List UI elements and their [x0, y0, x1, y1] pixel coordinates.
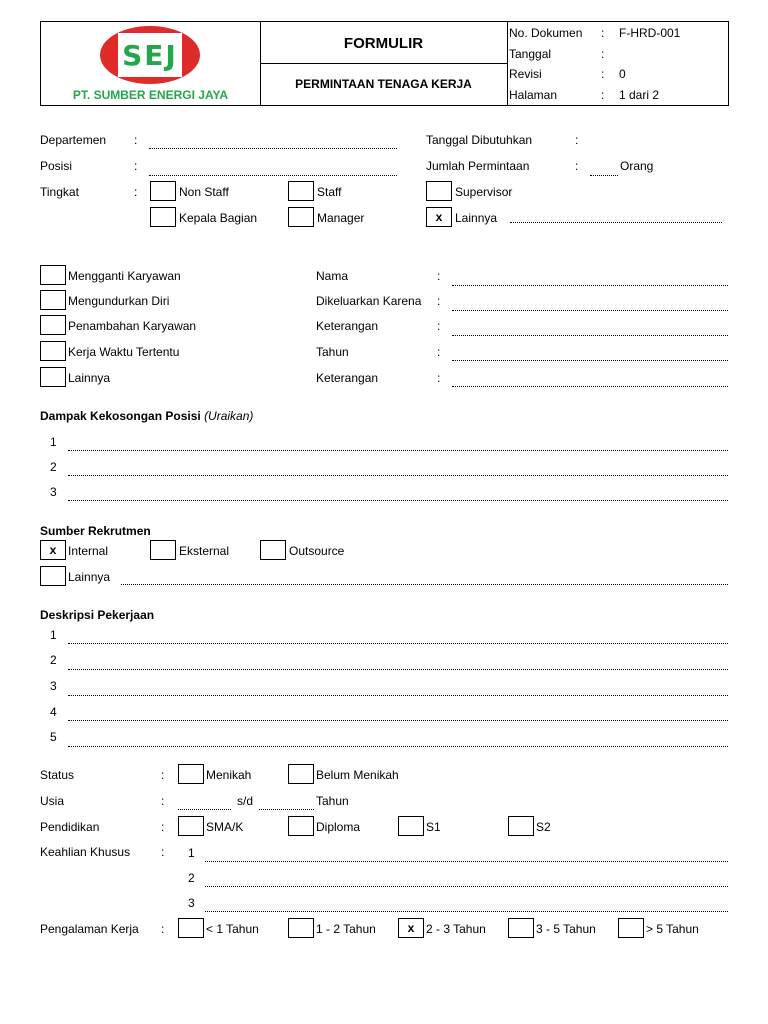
option-label-kerja-waktu-tertentu: Kerja Waktu Tertentu [68, 345, 180, 359]
keahlian-item-number: 3 [188, 896, 195, 910]
label-tahun: Tahun [316, 345, 349, 359]
option-label-penambahan-karyawan: Penambahan Karyawan [68, 319, 197, 333]
meta-label-doc-no: No. Dokumen [509, 26, 583, 40]
label-keterangan-1: Keterangan [316, 319, 379, 333]
field-lainnya-tingkat[interactable] [510, 222, 722, 223]
label-departemen: Departemen [40, 133, 107, 147]
dampak-title-note: (Uraikan) [204, 409, 254, 423]
option-label-lainnya-tingkat: Lainnya [455, 211, 498, 225]
colon: : [134, 133, 138, 147]
checkbox-diploma[interactable] [288, 816, 314, 836]
checkbox-menikah[interactable] [178, 764, 204, 784]
meta-label-revision: Revisi [509, 67, 542, 81]
form-subtitle: PERMINTAAN TENAGA KERJA [295, 77, 472, 91]
option-label-outsource: Outsource [289, 544, 345, 558]
option-label-lainnya-alasan: Lainnya [68, 371, 111, 385]
colon: : [134, 159, 138, 173]
meta-sep: : [601, 47, 605, 61]
field-keahlian-2[interactable] [205, 886, 728, 887]
checkbox-staff[interactable] [288, 181, 314, 201]
checkbox-sma-k[interactable] [178, 816, 204, 836]
form-title: FORMULIR [343, 35, 424, 52]
field-dampak-3[interactable] [68, 500, 728, 501]
field-nama[interactable] [452, 285, 728, 286]
keahlian-item-number: 2 [188, 871, 195, 885]
option-label-eksternal: Eksternal [179, 544, 230, 558]
keahlian-item-number: 1 [188, 846, 195, 860]
label-status: Status [40, 768, 75, 782]
checkbox-s2[interactable] [508, 816, 534, 836]
option-label-kurang-1-tahun: < 1 Tahun [206, 922, 259, 936]
checkbox-manager[interactable] [288, 207, 314, 227]
dampak-title: Dampak Kekosongan Posisi [40, 409, 201, 423]
colon: : [437, 345, 441, 359]
unit-tahun: Tahun [316, 794, 349, 808]
field-tahun[interactable] [452, 360, 728, 361]
company-name: PT. SUMBER ENERGI JAYA [72, 88, 229, 102]
deskripsi-item-number: 3 [50, 679, 57, 693]
deskripsi-item-number: 1 [50, 628, 57, 642]
deskripsi-item-number: 5 [50, 730, 57, 744]
header-border-right [728, 21, 729, 105]
checkbox-lainnya-tingkat[interactable]: x [426, 207, 452, 227]
field-keterangan-2[interactable] [452, 386, 728, 387]
option-label-sma-k: SMA/K [206, 820, 244, 834]
colon: : [575, 133, 579, 147]
label-tanggal-dibutuhkan: Tanggal Dibutuhkan [426, 133, 533, 147]
field-keahlian-3[interactable] [205, 911, 728, 912]
checkbox-internal[interactable]: x [40, 540, 66, 560]
label-posisi: Posisi [40, 159, 73, 173]
option-label-lainnya-sumber: Lainnya [68, 570, 111, 584]
colon: : [134, 185, 138, 199]
field-dampak-2[interactable] [68, 475, 728, 476]
meta-label-page: Halaman [509, 88, 558, 102]
colon: : [437, 371, 441, 385]
option-label-supervisor: Supervisor [455, 185, 513, 199]
field-dampak-1[interactable] [68, 450, 728, 451]
section-title-dampak [40, 409, 253, 423]
field-dikeluarkan-karena[interactable] [452, 310, 728, 311]
colon: : [161, 922, 165, 936]
option-label-internal: Internal [68, 544, 109, 558]
option-label-menikah: Menikah [206, 768, 252, 782]
option-label-non-staff: Non Staff [179, 185, 229, 199]
deskripsi-item-number: 2 [50, 653, 57, 667]
checkbox-mengundurkan-diri[interactable] [40, 290, 66, 310]
checkbox-1-2-tahun[interactable] [288, 918, 314, 938]
checkbox-eksternal[interactable] [150, 540, 176, 560]
meta-value-doc-no: F-HRD-001 [619, 26, 681, 40]
option-label-3-5-tahun: 3 - 5 Tahun [536, 922, 596, 936]
checkbox-outsource[interactable] [260, 540, 286, 560]
label-keterangan-2: Keterangan [316, 371, 379, 385]
checkbox-mengganti-karyawan[interactable] [40, 265, 66, 285]
unit-orang: Orang [620, 159, 654, 173]
label-usia-sd: s/d [237, 794, 254, 808]
option-label-belum-menikah: Belum Menikah [316, 768, 399, 782]
field-keahlian-1[interactable] [205, 861, 728, 862]
colon: : [161, 794, 165, 808]
colon: : [437, 294, 441, 308]
checkbox-s1[interactable] [398, 816, 424, 836]
label-usia: Usia [40, 794, 65, 808]
dampak-item-number: 3 [50, 485, 57, 499]
label-dikeluarkan-karena: Dikeluarkan Karena [316, 294, 422, 308]
field-posisi[interactable] [149, 175, 397, 176]
checkbox-kerja-waktu-tertentu[interactable] [40, 341, 66, 361]
company-logo [40, 22, 261, 106]
checkbox-supervisor[interactable] [426, 181, 452, 201]
field-deskripsi-4[interactable] [68, 720, 728, 721]
logo-oval [100, 26, 200, 84]
option-label-staff: Staff [317, 185, 342, 199]
dampak-item-number: 1 [50, 435, 57, 449]
logo-text: SEJ [118, 33, 182, 77]
field-lainnya-sumber[interactable] [121, 584, 728, 585]
dampak-item-number: 2 [50, 460, 57, 474]
label-keahlian-khusus: Keahlian Khusus [40, 845, 131, 859]
option-label-lebih-5-tahun: > 5 Tahun [646, 922, 699, 936]
option-label-s2: S2 [536, 820, 551, 834]
label-nama: Nama [316, 269, 349, 283]
colon: : [161, 820, 165, 834]
field-deskripsi-1[interactable] [68, 643, 728, 644]
colon: : [437, 319, 441, 333]
checkbox-lainnya-alasan[interactable] [40, 367, 66, 387]
meta-label-date: Tanggal [509, 47, 552, 61]
checkbox-lebih-5-tahun[interactable] [618, 918, 644, 938]
field-departemen[interactable] [149, 148, 397, 149]
colon: : [161, 845, 165, 859]
section-title-sumber: Sumber Rekrutmen [40, 524, 151, 538]
label-jumlah-permintaan: Jumlah Permintaan [426, 159, 530, 173]
checkbox-3-5-tahun[interactable] [508, 918, 534, 938]
checkbox-penambahan-karyawan[interactable] [40, 315, 66, 335]
checkbox-lainnya-sumber[interactable] [40, 566, 66, 586]
field-jumlah-permintaan[interactable] [590, 175, 618, 176]
checkbox-belum-menikah[interactable] [288, 764, 314, 784]
colon: : [575, 159, 579, 173]
label-pendidikan: Pendidikan [40, 820, 100, 834]
checkbox-kepala-bagian[interactable] [150, 207, 176, 227]
meta-sep: : [601, 88, 605, 102]
meta-sep: : [601, 26, 605, 40]
section-title-deskripsi: Deskripsi Pekerjaan [40, 608, 155, 622]
field-deskripsi-5[interactable] [68, 746, 728, 747]
field-deskripsi-2[interactable] [68, 669, 728, 670]
colon: : [437, 269, 441, 283]
label-tingkat: Tingkat [40, 185, 79, 199]
colon: : [161, 768, 165, 782]
option-label-mengganti-karyawan: Mengganti Karyawan [68, 269, 181, 283]
option-label-2-3-tahun: 2 - 3 Tahun [426, 922, 486, 936]
option-label-mengundurkan-diri: Mengundurkan Diri [68, 294, 170, 308]
checkbox-kurang-1-tahun[interactable] [178, 918, 204, 938]
header-title-divider [260, 63, 507, 64]
option-label-diploma: Diploma [316, 820, 361, 834]
deskripsi-item-number: 4 [50, 705, 57, 719]
header-divider-2 [507, 21, 508, 105]
meta-value-page: 1 dari 2 [619, 88, 660, 102]
meta-sep: : [601, 67, 605, 81]
field-usia-to[interactable] [259, 809, 314, 810]
checkbox-non-staff[interactable] [150, 181, 176, 201]
field-usia-from[interactable] [178, 809, 231, 810]
option-label-1-2-tahun: 1 - 2 Tahun [316, 922, 376, 936]
option-label-s1: S1 [426, 820, 441, 834]
field-keterangan-1[interactable] [452, 335, 728, 336]
meta-value-revision: 0 [619, 67, 626, 81]
field-deskripsi-3[interactable] [68, 695, 728, 696]
option-label-kepala-bagian: Kepala Bagian [179, 211, 258, 225]
label-pengalaman-kerja: Pengalaman Kerja [40, 922, 139, 936]
checkbox-2-3-tahun[interactable]: x [398, 918, 424, 938]
option-label-manager: Manager [317, 211, 365, 225]
